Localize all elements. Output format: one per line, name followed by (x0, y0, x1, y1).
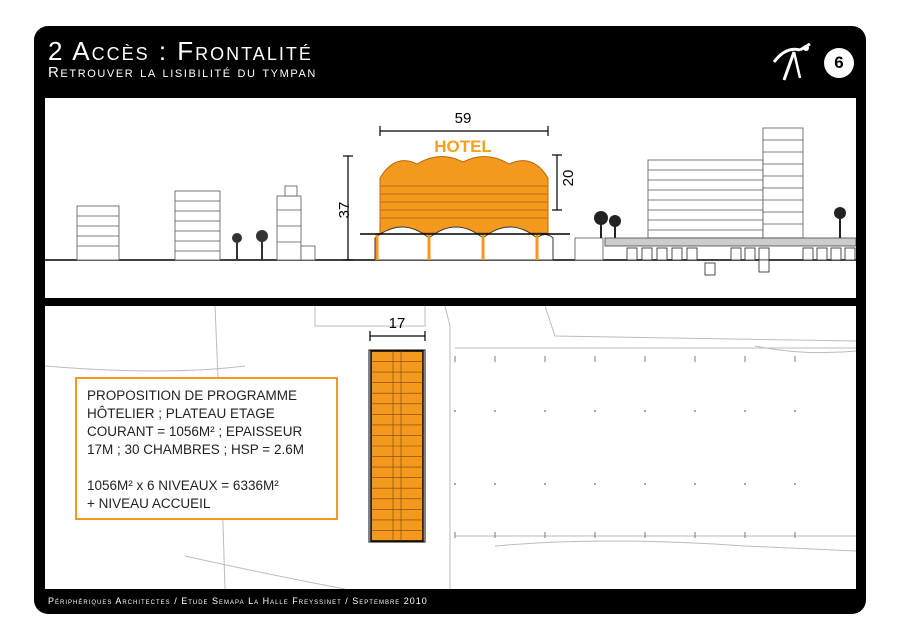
page-subtitle: Retrouver la lisibilité du tympan (48, 64, 317, 81)
upper-height-dimension-label: 20 (560, 169, 577, 187)
elevation-drawing (45, 98, 856, 298)
program-line: HÔTELIER ; PLATEAU ETAGE (87, 406, 275, 421)
program-line: COURANT = 1056M² ; EPAISSEUR (87, 424, 303, 439)
crossbow-figure-icon (770, 40, 816, 86)
program-description-box (75, 377, 338, 520)
program-line: 1056M² x 6 NIVEAUX = 6336M² (87, 478, 279, 493)
footer-credits: Périphériques Architectes / Etude Semapa La Halle Freyssinet / Septembre 2010 (48, 596, 428, 606)
program-line: + NIVEAU ACCUEIL (87, 496, 211, 511)
elevation-panel (45, 98, 856, 298)
width-dimension-label: 59 (454, 110, 472, 127)
hotel-sign: HOTEL (434, 137, 492, 156)
page-title: 2 Accès : Frontalité (48, 36, 313, 66)
page-number-badge: 6 (824, 48, 854, 78)
hotel-volume (380, 156, 548, 233)
program-line: 17M ; 30 CHAMBRES ; HSP = 2.6M (87, 442, 304, 457)
plan-width-label: 17 (388, 315, 406, 332)
program-line: PROPOSITION DE PROGRAMME (87, 388, 298, 403)
height-dimension-label: 37 (336, 201, 353, 219)
